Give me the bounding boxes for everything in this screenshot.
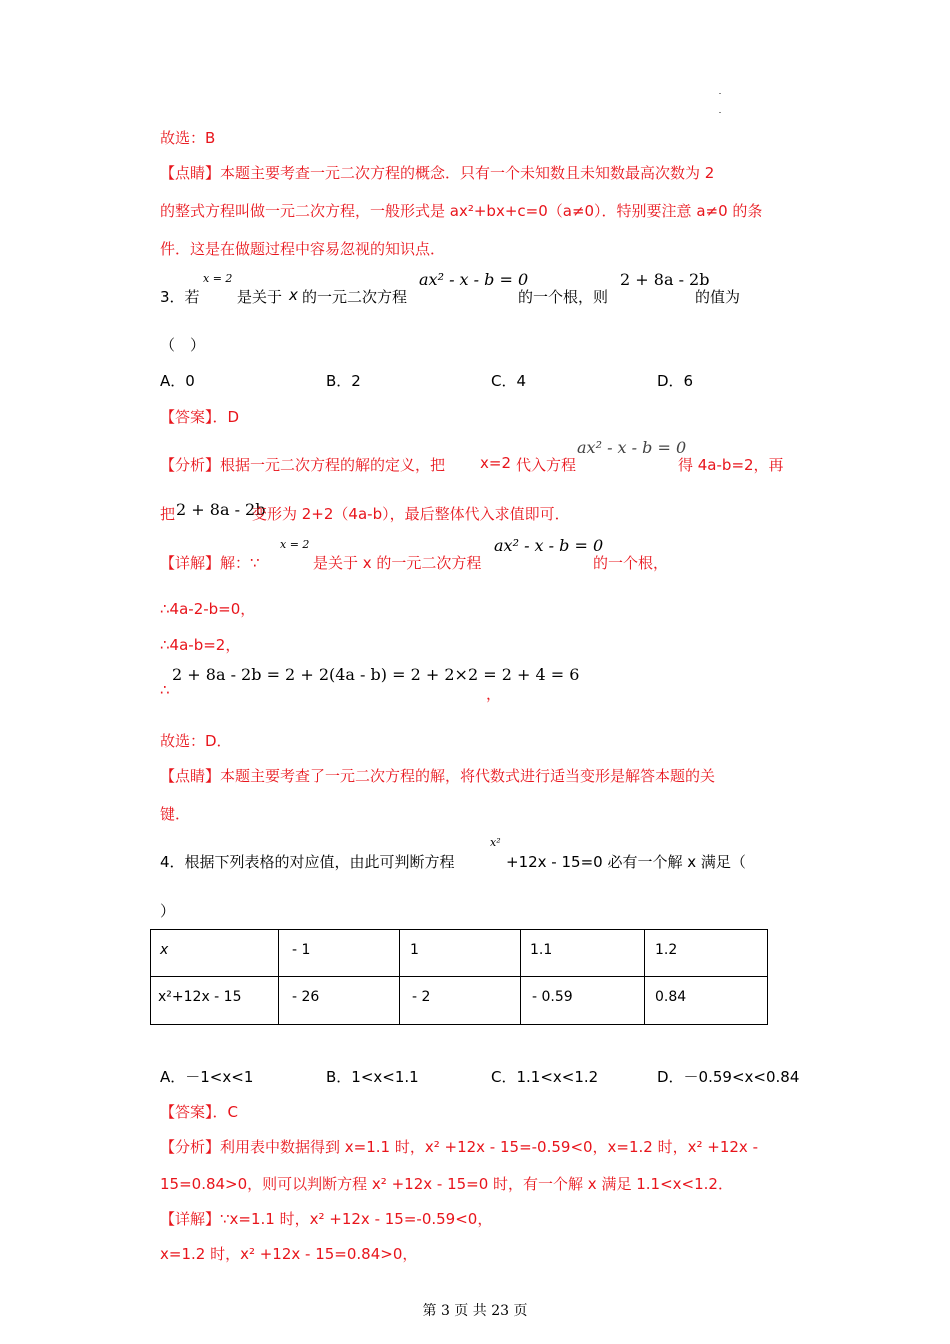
q4-paren-close: ） xyxy=(160,902,176,920)
q3-point-line-1: 【点睛】本题主要考查了一元二次方程的解，将代数式进行适当变形是解答本题的关 xyxy=(160,767,716,785)
q4-option-b: B．1<x<1.1 xyxy=(326,1068,419,1086)
prev-point-line-2: 的整式方程叫做一元二次方程，一般形式是 ax²+bx+c=0（a≠0）．特别要注意 a≠0 的条 xyxy=(160,202,763,220)
q3-detail-mid: 是关于 x 的一元二次方程 xyxy=(313,554,482,572)
q3-analysis-mid: 代入方程 xyxy=(516,456,577,474)
q3-answer: 【答案】．D xyxy=(160,408,240,426)
q3-detail-equation: ax² - x - b = 0 xyxy=(494,536,604,555)
q3-text-2: 的一元二次方程 xyxy=(302,288,408,306)
prev-point-line-1: 【点睛】本题主要考查一元二次方程的概念．只有一个未知数且未知数最高次数为 2 xyxy=(160,164,715,182)
q4-detail-line-2: x=1.2 时，x² +12x - 15=0.84>0， xyxy=(160,1245,418,1263)
q3-step-3-therefore: ∴ xyxy=(160,681,170,699)
q3-step-3-comma: ， xyxy=(486,685,502,703)
q3-text-1: 是关于 xyxy=(237,288,283,306)
q3-analysis-head: 【分析】根据一元二次方程的解的定义，把 xyxy=(160,456,446,474)
table-cell: 0.84 xyxy=(655,989,687,1005)
q3-option-b: B．2 xyxy=(326,372,361,390)
table-cell: 1.2 xyxy=(655,942,678,958)
q3-detail-head: 【详解】解：∵ xyxy=(160,554,260,572)
table-cell: x²+12x - 15 xyxy=(158,989,242,1005)
q4-analysis-line-1: 【分析】利用表中数据得到 x=1.1 时，x² +12x - 15=-0.59<0，x=1.2 时，x² +12x - xyxy=(160,1138,758,1156)
prev-point-line-3: 件．这是在做题过程中容易忽视的知识点． xyxy=(160,240,446,258)
prev-choice: 故选：B xyxy=(160,129,216,147)
table-cell: x xyxy=(160,942,169,958)
q3-option-d: D．6 xyxy=(657,372,694,390)
q3-choice: 故选：D． xyxy=(160,732,232,750)
page-footer: 第 3 页 共 23 页 xyxy=(422,1303,528,1319)
q4-detail-line-1: 【详解】∵x=1.1 时，x² +12x - 15=-0.59<0， xyxy=(160,1210,493,1228)
q4-option-d: D．－0.59<x<0.84 xyxy=(657,1068,800,1086)
q3-option-a: A．0 xyxy=(160,372,195,390)
q3-analysis-sub: x=2 xyxy=(480,454,511,472)
q3-step-3-expression: 2 + 8a - 2b = 2 + 2(4a - b) = 2 + 2×2 = 2 + 4 = 6 xyxy=(172,665,580,684)
table-cell: 1 xyxy=(410,942,419,958)
q3-detail-condition: x = 2 xyxy=(280,538,310,551)
q3-suffix: 的值为 xyxy=(695,288,741,306)
q3-paren: （ ） xyxy=(160,336,206,354)
q3-prefix: 3．若 xyxy=(160,288,200,306)
q3-step-2: ∴4a-b=2， xyxy=(160,636,241,654)
q3-analysis-result: 得 4a-b=2，再 xyxy=(678,456,784,474)
table-cell: - 1 xyxy=(292,942,311,958)
q4-prefix: 4．根据下列表格的对应值，由此可判断方程 xyxy=(160,853,455,871)
q3-equation: ax² - x - b = 0 xyxy=(419,270,529,289)
q3-text-3: 的一个根，则 xyxy=(518,288,609,306)
scan-mark xyxy=(719,112,721,113)
q4-analysis-line-2: 15=0.84>0，则可以判断方程 x² +12x - 15=0 时，有一个解 x 满足 1.1<x<1.2． xyxy=(160,1175,733,1193)
q3-point-line-2: 键． xyxy=(160,805,191,823)
q3-analysis2-expression: 2 + 8a - 2b xyxy=(176,500,266,519)
q4-option-a: A．－1<x<1 xyxy=(160,1068,254,1086)
table-cell: - 26 xyxy=(292,989,320,1005)
q3-option-c: C．4 xyxy=(491,372,527,390)
q3-var: x xyxy=(289,286,298,304)
table-cell: - 0.59 xyxy=(532,989,573,1005)
q3-expression: 2 + 8a - 2b xyxy=(620,270,710,289)
q3-condition: x = 2 xyxy=(203,272,233,285)
q4-equation: +12x - 15=0 必有一个解 x 满足（ xyxy=(506,853,746,871)
q4-sup: x² xyxy=(490,836,501,849)
scan-mark xyxy=(719,93,721,94)
table-cell: 1.1 xyxy=(530,942,553,958)
table-cell: - 2 xyxy=(412,989,431,1005)
q3-analysis2-a: 把 xyxy=(160,505,176,523)
q4-answer: 【答案】．C xyxy=(160,1103,238,1121)
q3-analysis2-b: 变形为 2+2（4a-b），最后整体代入求值即可． xyxy=(252,505,570,523)
q3-detail-end: 的一个根， xyxy=(593,554,669,572)
q4-option-c: C．1.1<x<1.2 xyxy=(491,1068,599,1086)
q3-step-1: ∴4a-2-b=0， xyxy=(160,600,256,618)
q3-analysis-equation: ax² - x - b = 0 xyxy=(577,438,687,457)
